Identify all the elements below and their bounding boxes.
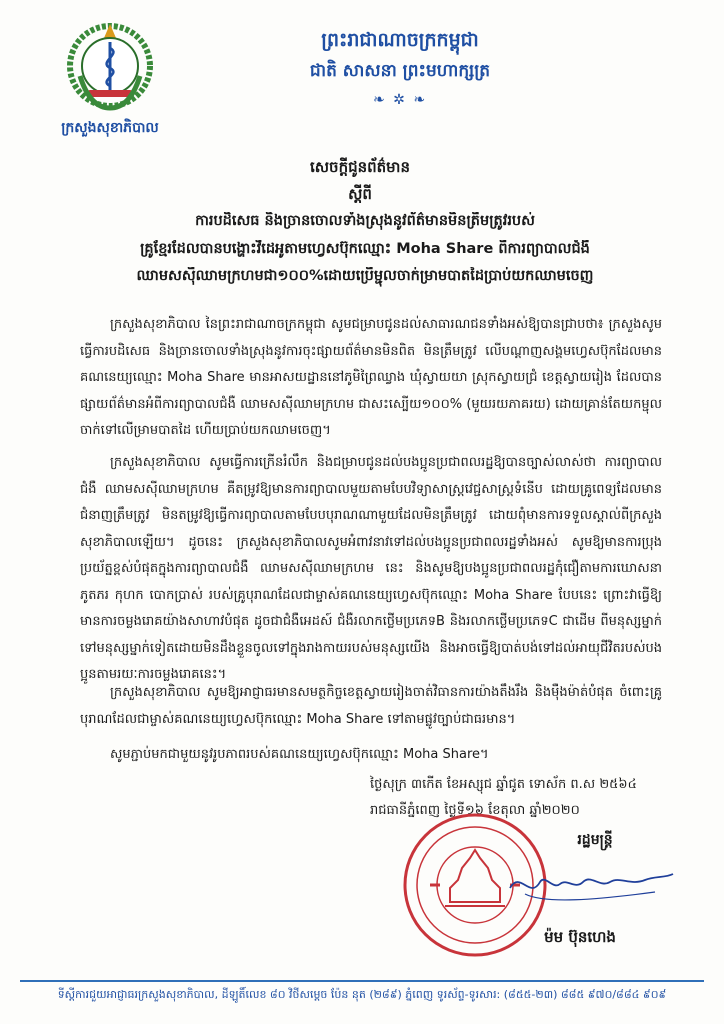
solar-date: រាជធានីភ្នំពេញ ថ្ងៃទី១៦ ខែតុលា ឆ្នាំ២០២០ — [370, 803, 580, 818]
minister-title: រដ្ឋមន្ត្រី — [577, 832, 613, 848]
paragraph-2: ក្រសួងសុខាភិបាល សូមធ្វើការក្រើនរំលឹក និងជម្រាបជូនដល់បងប្អូនប្រជាពលរដ្ឋឱ្យបានច្បាស់លាស់ថា ការព្យាបាលជំងឺ ឈាមសស៊ីឈាមក្រហម គឺតម្រូវឱ្យមានការព្យាបាលមួយតាមបែបវិទ្យាសាស្រ្តវេជ្ជសាស្រ្តទំនើប ដោយគ្រូពេទ្យដែលមានជំនាញត្រឹមត្រូវ មិនតម្រូវឱ្យធ្វើការព្យាបាលតាមបែបបុរាណណាមួយដែលមិនត្រឹមត្រូវ ដោយពុំមានការទទួលស្គាល់ពីក្រសួងសុខាភិបាលឡើយ។ ដូចនេះ ក្រសួងសុខាភិបាលសូមអំពាវនាវទៅដល់បងប្អូនប្រជាពលរដ្ឋទាំងអស់ សូមឱ្យមានការប្រុងប្រយ័ត្នខ្ពស់បំផុតក្នុងការព្យាបាលជំងឺ ឈាមសស៊ីឈាមក្រហម នេះ និងសូមឱ្យបងប្អូនប្រជាពលរដ្ឋកុំជឿតាមការឃោសនា ភូតភរ កុហក បោកប្រាស់ របស់គ្រូបុរាណដែលជាម្ចាស់គណនេយ្យហ្វេសប៊ុកឈ្មោះ Moha Share បែបនេះ ព្រោះវាធ្វើឱ្យមានការចម្លងរោគយ៉ាងសាហាវបំផុត ដូចជាជំងឺអេដស៍ ជំងឺរលាកថ្លើមប្រភេទB និងរលាកថ្លើមប្រភេទC ជាដើម ពីមនុស្សម្នាក់ទៅមនុស្សម្នាក់ទៀតដោយមិនដឹងខ្លួនចូលទៅក្នុងរាងកាយរបស់មនុស្សយើង និងអាចធ្វើឱ្យបាត់បង់ទៅដល់អាយុជីវិតរបស់បងប្អូនតាមរយៈការចម្លងរោគនេះ។ — [80, 455, 662, 682]
lunar-date: ថ្ងៃសុក្រ ៣កើត ខែអស្សុជ ឆ្នាំជូត ទោស័ក ព.ស ២៥៦៤ — [370, 777, 637, 792]
ministry-emblem-icon — [60, 16, 160, 116]
footer-divider — [20, 980, 704, 982]
title-line-1: ការបដិសេធ និងច្រានចោលទាំងស្រុងនូវព័ត៌មានមិនត្រឹមត្រូវរបស់ — [195, 213, 535, 229]
ministry-name: ក្រសួងសុខាភិបាល — [61, 120, 159, 136]
signature-icon — [505, 860, 675, 910]
footer-address: ទីស្តីការជួយអាជ្ញាធរក្រសួងសុខាភិបាល, ដីឡូតិ៍លេខ ៨០ វិថីសម្ដេច ប៉ែន នុត (២៨៩) ភ្នំពេញ ទូរស័ព្ទ-ទូរសារ: (៨៥៥-២៣) ៨៨៥ ៩៧០/៨៨៤ ៩០៩ — [57, 988, 667, 1001]
document-type: សេចក្តីជូនព័ត៌មាន — [310, 158, 410, 176]
paragraph-1: ក្រសួងសុខាភិបាល នៃព្រះរាជាណាចក្រកម្ពុជា សូមជម្រាបជូនដល់សាធារណជនទាំងអស់ឱ្យបានជ្រាបថា៖ ក្រសួងសូមធ្វើការបដិសេធ និងច្រានចោលទាំងស្រុងនូវការចុះផ្សាយព័ត៌មានមិនពិត មិនត្រឹមត្រូវ លើបណ្តាញសង្គមហ្វេសប៊ុកដែលមានគណនេយ្យឈ្មោះ Moha Share មានអាសយដ្ឋាននៅភូមិព្រៃឈ្វាង ឃុំស្វាយយា ស្រុកស្វាយជ្រំ ខេត្តស្វាយរៀង ដែលបានផ្សាយព័ត៌មានអំពីការព្យាបាលជំងឺ ឈាមសស៊ីឈាមក្រហម ជាសះស្បើយ១០០% (មួយរយភាគរយ) ដោយគ្រាន់តែយកម្ជុលចាក់ទៅលើម្រាមបាតដៃ ហើយប្រាប់យកឈាមចេញ។ — [80, 317, 662, 438]
ornament-divider: ❧ ✲ ❧ — [372, 92, 428, 108]
minister-name: ម៉ម ប៊ុនហេង — [544, 928, 616, 946]
subject-label: ស្តីពី — [348, 185, 372, 203]
paragraph-3: ក្រសួងសុខាភិបាល សូមឱ្យអាជ្ញាធរមានសមត្ថកិច្ចខេត្តស្វាយរៀងចាត់វិធានការយ៉ាងតឹងរឹង និងម៉ឺងម៉ាត់បំផុត ចំពោះគ្រូបុរាណដែលជាម្ចាស់គណនេយ្យហ្វេសប៊ុកឈ្មោះ Moha Share ទៅតាមផ្លូវច្បាប់ជាធរមាន។ — [80, 685, 662, 727]
paragraph-4: សូមភ្ជាប់មកជាមួយនូវរូបភាពរបស់គណនេយ្យហ្វេសប៊ុកឈ្មោះ Moha Share។ — [110, 747, 489, 762]
kingdom-heading: ព្រះរាជាណាចក្រកម្ពុជា — [321, 29, 479, 51]
national-motto: ជាតិ សាសនា ព្រះមហាក្សត្រ — [309, 61, 491, 81]
title-line-3: ឈាមសស៊ីឈាមក្រហមជា១០០%ដោយប្រើម្ជុលចាក់ម្រាមបាតដៃប្រាប់យកឈាមចេញ — [136, 268, 594, 284]
title-line-2: គ្រូខ្មែរដែលបានបង្ហោះវីដេអូតាមហ្វេសប៊ុកឈ្មោះ Moha Share ពីការព្យាបាលជំងឺ — [140, 241, 590, 257]
